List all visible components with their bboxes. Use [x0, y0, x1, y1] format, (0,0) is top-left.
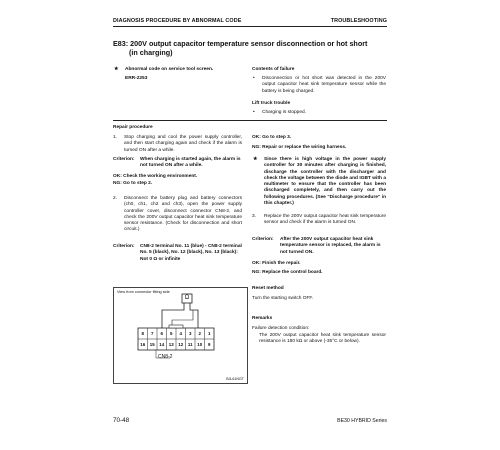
criterion1-text: When charging is started again, the alarm is not turned ON after a while.	[140, 157, 241, 169]
star-icon: ★	[253, 157, 258, 162]
contents-heading: Contents of failure	[252, 67, 295, 72]
connector-pin-label: 13	[168, 342, 174, 347]
connector-pin-label: 16	[140, 342, 146, 347]
connector-pin-label: 8	[141, 331, 144, 336]
connector-pin-label: 9	[208, 342, 211, 347]
connector-row-top	[138, 329, 214, 339]
connector-pin-label: 4	[179, 331, 182, 336]
bullet-icon: •	[253, 110, 255, 115]
ng1-text: NG: Go to step 2.	[113, 181, 153, 186]
criterion3-label: Criterion:	[252, 237, 274, 242]
figure-code: BJL61NGT	[226, 377, 244, 381]
abnormal-code-label: Abnormal code on service tool screen.	[125, 67, 214, 72]
connector-pin-label: 11	[187, 342, 193, 347]
connector-pin-label: 1	[208, 331, 211, 336]
step2-text: Disconnect the battery plug and battery connectors (ch0, ch1, ch2 and ch3), open the power supply controller cover, disconnect connector CN8-2, and check the 200V output capacitor heat sink temperature sensor resistance. (Check for disconnection and short circuit.)	[124, 196, 242, 233]
ng2-text: NG: Repair or replace the wiring harness.	[252, 145, 347, 150]
connector-pin-label: 14	[159, 342, 165, 347]
bullet-icon: •	[253, 76, 255, 81]
connector-pin-label: 3	[189, 331, 192, 336]
remarks-condition-label: Failure detection condition:	[252, 326, 310, 331]
contents-text: Disconnection or hot short was detected in the 200V output capacitor heat sink temperature sensor while the battery is being charged.	[262, 76, 386, 94]
reset-text: Turn the starting switch OFF.	[252, 296, 314, 301]
connector-pin-label: 12	[178, 342, 184, 347]
criterion1-label: Criterion:	[113, 157, 135, 162]
abnormal-code-value: ERR-2253	[125, 76, 148, 81]
header-section-title: DIAGNOSIS PROCEDURE BY ABNORMAL CODE	[113, 18, 242, 24]
connector-pin-label: 6	[160, 331, 163, 336]
connector-row-bottom	[138, 340, 214, 350]
repair-heading: Repair procedure	[113, 125, 153, 130]
page-title-line1: E83: 200V output capacitor temperature sensor disconnection or hot short	[113, 39, 368, 48]
criterion2-label: Criterion:	[113, 244, 135, 249]
series-name: BE30 HYBRID Series	[337, 418, 387, 424]
page-number: 70-48	[113, 417, 130, 424]
page-title	[113, 39, 383, 57]
connector-diagram	[113, 287, 248, 384]
step3-text: Replace the 200V output capacitor heat sink temperature sensor and check if the alarm is turned ON.	[264, 214, 386, 226]
header-chapter-title: TROUBLESHOOTING	[330, 18, 387, 24]
connector-pin-label: 15	[149, 342, 155, 347]
criterion3-text: After the 200V output capacitor heat sink temperature sensor is replaced, the alarm is not turned ON.	[280, 237, 381, 255]
step1-number: 1.	[113, 135, 118, 140]
connector-pin-label: 10	[197, 342, 203, 347]
remarks-heading: Remarks	[252, 316, 273, 321]
ohm-meter-symbol: Ω	[184, 295, 190, 301]
connector-pin-label: 7	[151, 331, 154, 336]
caution-text: Since there is high voltage in the power supply controller for 30 minutes after charging is finished, discharge the controller with the discharger and check the voltage between the diode and IGBT with a multimeter to ensure that the controller has been discharged completely, and then carry out the following procedures. (See "Discharge procedure" in this chapter.)	[264, 157, 386, 207]
page-title-line2: (in charging)	[129, 48, 173, 57]
diagram-caption: View from connector fitting side	[117, 290, 170, 294]
reset-heading: Reset method	[252, 286, 284, 291]
ok1-text: OK: Check the working environment.	[113, 174, 198, 179]
criterion2-text: CN8-2 terminal No. 11 (blue) - CN8-2 terminal No. 5 (black), No. 12 (black), No. 13 (black): Not 0 Ω or infinite	[140, 244, 242, 262]
connector-pin-label: 5	[170, 331, 173, 336]
step1-text: Stop charging and cool the power supply controller, and then start charging again and check if the alarm is turned ON after a while.	[124, 135, 242, 153]
step2-number: 2.	[113, 196, 118, 201]
step3-number: 3.	[252, 214, 257, 219]
header-rule	[113, 26, 387, 27]
connector-label: CN8-2	[158, 354, 173, 360]
connector-pin-label: 2	[198, 331, 201, 336]
lift-text: Charging is stopped.	[262, 110, 306, 115]
star-icon: ★	[114, 67, 119, 72]
remarks-text: The 200V output capacitor heat sink temperature sensor resistance is 180 kΩ or above (-35°C or below).	[259, 333, 386, 345]
ok3-text: OK: Finish the repair.	[252, 261, 301, 266]
lift-heading: Lift truck trouble	[252, 101, 291, 106]
ng3-text: NG: Replace the control board.	[252, 270, 323, 275]
section-rule	[113, 120, 387, 121]
ok2-text: OK: Go to step 3.	[252, 135, 292, 140]
